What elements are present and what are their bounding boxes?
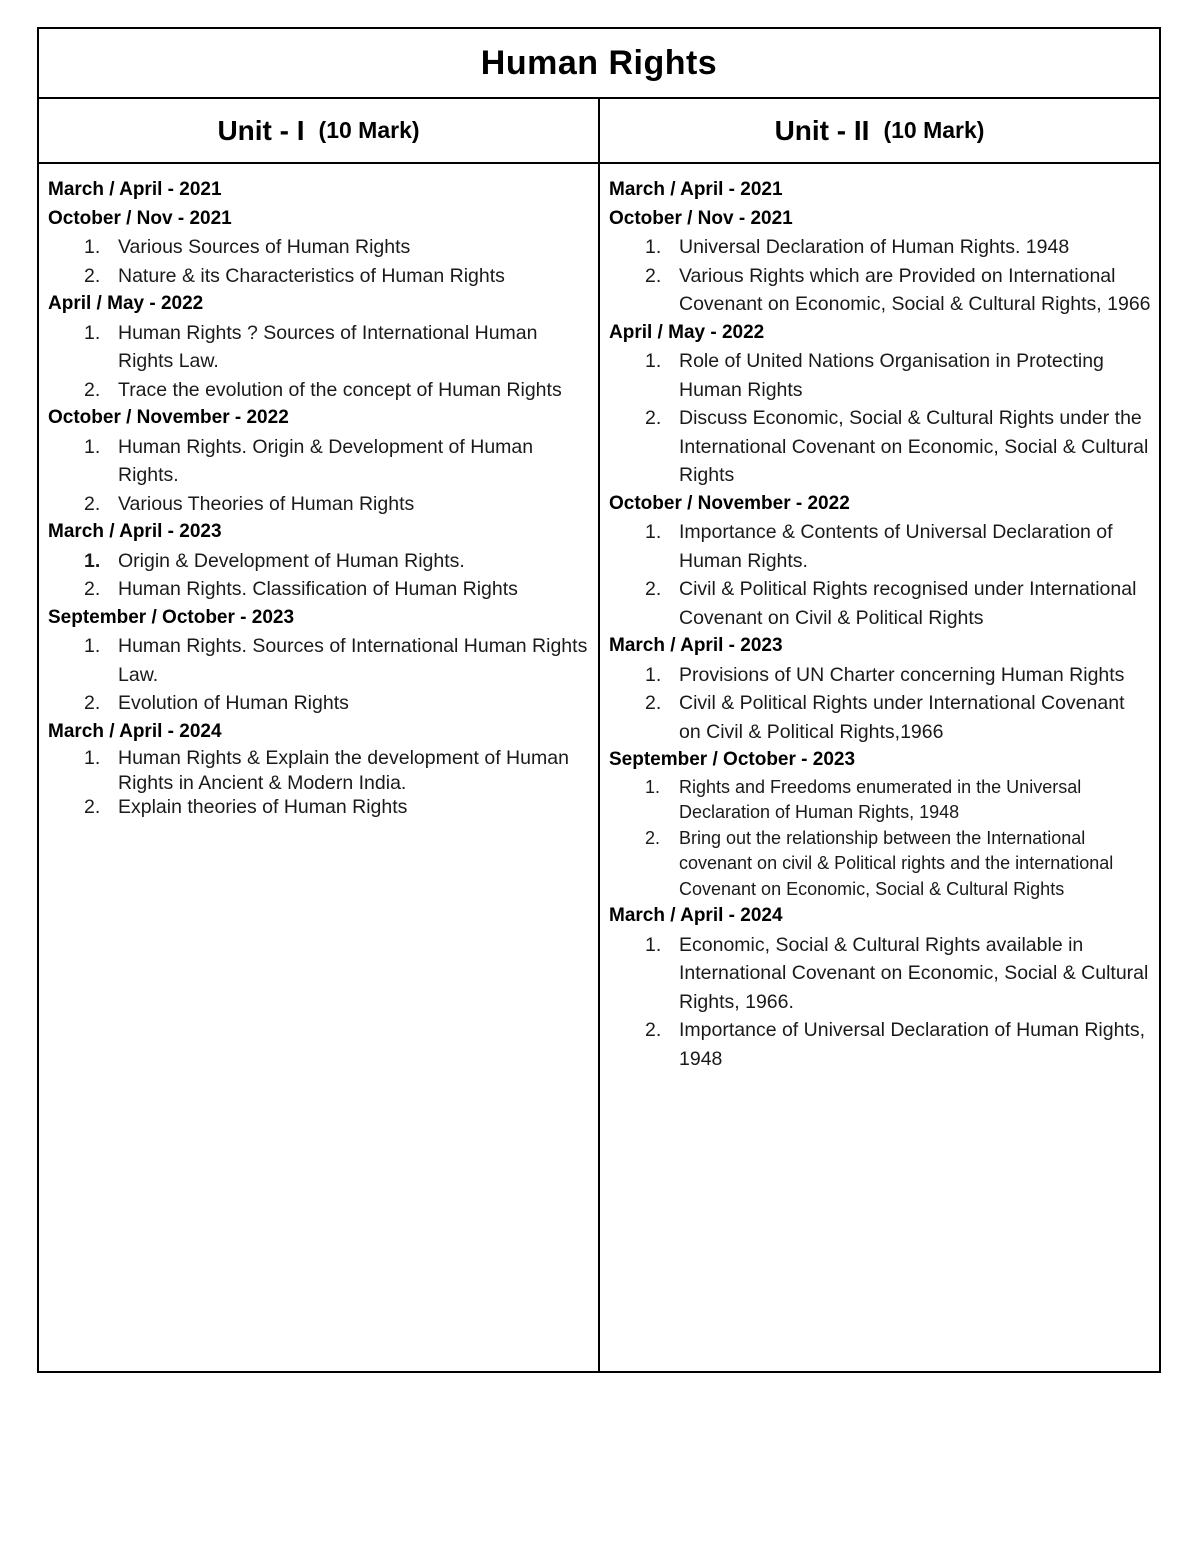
question-item (48, 433, 590, 490)
question-list (48, 547, 590, 604)
question-number: 1. (645, 236, 662, 258)
question-number: 1. (645, 933, 662, 956)
question-list (48, 632, 590, 718)
question-list (609, 775, 1151, 903)
question-text: Rights and Freedoms enumerated in the Universal Declaration of Human Rights, 1948 (679, 776, 1082, 822)
question-number: 2. (645, 407, 662, 429)
session-heading: October / Nov - 2021 (48, 207, 232, 229)
question-number: 1. (84, 321, 101, 344)
question-text: Provisions of UN Charter concerning Human Rights (679, 663, 1125, 686)
question-number: 2. (84, 492, 101, 515)
question-text: Importance & Contents of Universal Declaration of Human Rights. (679, 521, 1113, 572)
question-list (609, 661, 1151, 747)
question-text: Universal Declaration of Human Rights. 1948 (679, 236, 1070, 258)
session-heading: March / April - 2024 (609, 905, 783, 926)
session-heading: April / May - 2022 (48, 293, 204, 314)
unit-2-header (598, 99, 1159, 162)
question-item (48, 262, 590, 291)
question-text: Human Rights ? Sources of International Human Rights Law. (118, 321, 538, 372)
question-text: Various Sources of Human Rights (118, 236, 411, 258)
question-list (609, 233, 1151, 319)
question-text: Civil & Political Rights recognised under International Covenant on Civil & Political Rights (679, 578, 1137, 629)
question-text: Discuss Economic, Social & Cultural Rights under the International Covenant on Economic, Social & Cultural Rights (679, 407, 1149, 486)
question-text: Bring out the relationship between the International covenant on civil & Political rights and the international Covenant on Economic, Social & Cultural Rights (679, 827, 1114, 899)
question-list (48, 233, 590, 290)
session-heading: October / Nov - 2021 (609, 207, 793, 229)
question-text: Civil & Political Rights under International Covenant on Civil & Political Rights,1966 (679, 692, 1125, 743)
question-number: 1. (645, 350, 662, 372)
question-number: 2. (84, 264, 101, 287)
question-item (48, 795, 590, 820)
question-number: 2. (645, 692, 662, 714)
question-text: Various Rights which are Provided on International Covenant on Economic, Social & Cultural Rights, 1966 (679, 264, 1151, 315)
unit-1-name: Unit - I (217, 114, 305, 146)
question-number: 1. (645, 663, 662, 686)
question-item (48, 547, 590, 576)
document-title: Human Rights (39, 29, 1159, 99)
question-item (48, 490, 590, 519)
unit-1-mark: (10 Mark) (318, 117, 420, 143)
question-number: 2. (84, 796, 101, 818)
question-number: 2. (645, 1019, 662, 1041)
question-text: Various Theories of Human Rights (118, 492, 415, 515)
question-item (48, 689, 590, 718)
unit-header-row (39, 99, 1159, 164)
question-item (609, 347, 1151, 404)
question-number: 1. (645, 521, 662, 543)
question-list (609, 931, 1151, 1074)
question-list (48, 746, 590, 820)
question-number: 1. (645, 776, 661, 797)
question-item (609, 518, 1151, 575)
session-heading: April / May - 2022 (609, 321, 765, 343)
question-table (37, 27, 1161, 1373)
question-text: Human Rights. Origin & Development of Human Rights. (118, 435, 534, 486)
question-number: 1. (84, 236, 101, 258)
question-item (609, 1016, 1151, 1073)
unit-2-mark: (10 Mark) (883, 117, 985, 143)
session-heading: September / October - 2023 (48, 606, 295, 628)
question-text: Trace the evolution of the concept of Human Rights (118, 378, 562, 401)
session-heading: March / April - 2021 (48, 179, 222, 200)
question-list (48, 433, 590, 519)
question-item (609, 775, 1151, 826)
session-heading: September / October - 2023 (609, 749, 856, 770)
question-text: Importance of Universal Declaration of Human Rights, 1948 (679, 1019, 1146, 1070)
session-heading: March / April - 2024 (48, 720, 222, 742)
session-heading: October / November - 2022 (48, 407, 289, 428)
question-text: Human Rights & Explain the development of Human Rights in Ancient & Modern India. (118, 747, 569, 794)
question-number: 1. (84, 747, 101, 769)
question-item (48, 746, 590, 795)
question-item (609, 661, 1151, 690)
question-item (609, 262, 1151, 319)
question-item (48, 233, 590, 262)
question-text: Human Rights. Classification of Human Rights (118, 578, 518, 600)
unit-2-name: Unit - II (774, 114, 870, 146)
question-item (609, 575, 1151, 632)
question-number: 2. (645, 264, 662, 287)
question-number: 2. (84, 378, 101, 401)
question-item (48, 376, 590, 405)
question-list (48, 319, 590, 405)
session-heading: March / April - 2023 (48, 521, 222, 542)
question-number: 2. (84, 692, 101, 714)
question-list (609, 347, 1151, 490)
question-item (609, 931, 1151, 1017)
question-item (48, 632, 590, 689)
session-heading: March / April - 2021 (609, 179, 783, 200)
question-item (609, 233, 1151, 262)
question-item (609, 689, 1151, 746)
question-list (609, 518, 1151, 632)
session-heading: March / April - 2023 (609, 635, 783, 656)
unit-2-column (598, 164, 1159, 1371)
question-number: 2. (645, 578, 662, 600)
question-item (48, 575, 590, 604)
question-text: Role of United Nations Organisation in Protecting Human Rights (679, 350, 1104, 401)
unit-1-column (39, 164, 598, 1371)
question-text: Origin & Development of Human Rights. (118, 549, 465, 572)
question-text: Evolution of Human Rights (118, 692, 349, 714)
session-heading: October / November - 2022 (609, 492, 850, 514)
question-number: 1. (84, 435, 101, 458)
question-text: Human Rights. Sources of International Human Rights Law. (118, 635, 588, 686)
question-text: Explain theories of Human Rights (118, 796, 408, 818)
unit-1-header (39, 99, 598, 162)
questions-body-row (39, 164, 1159, 1371)
question-text: Economic, Social & Cultural Rights available in International Covenant on Economic, Social & Cultural Rights, 1966. (679, 933, 1149, 1013)
question-number: 1. (84, 635, 101, 657)
question-number: 2. (84, 578, 101, 600)
question-item (609, 404, 1151, 490)
question-number: 2. (645, 827, 661, 848)
question-text: Nature & its Characteristics of Human Rights (118, 264, 505, 287)
question-item (609, 826, 1151, 903)
question-number: 1. (84, 549, 101, 572)
question-item (48, 319, 590, 376)
